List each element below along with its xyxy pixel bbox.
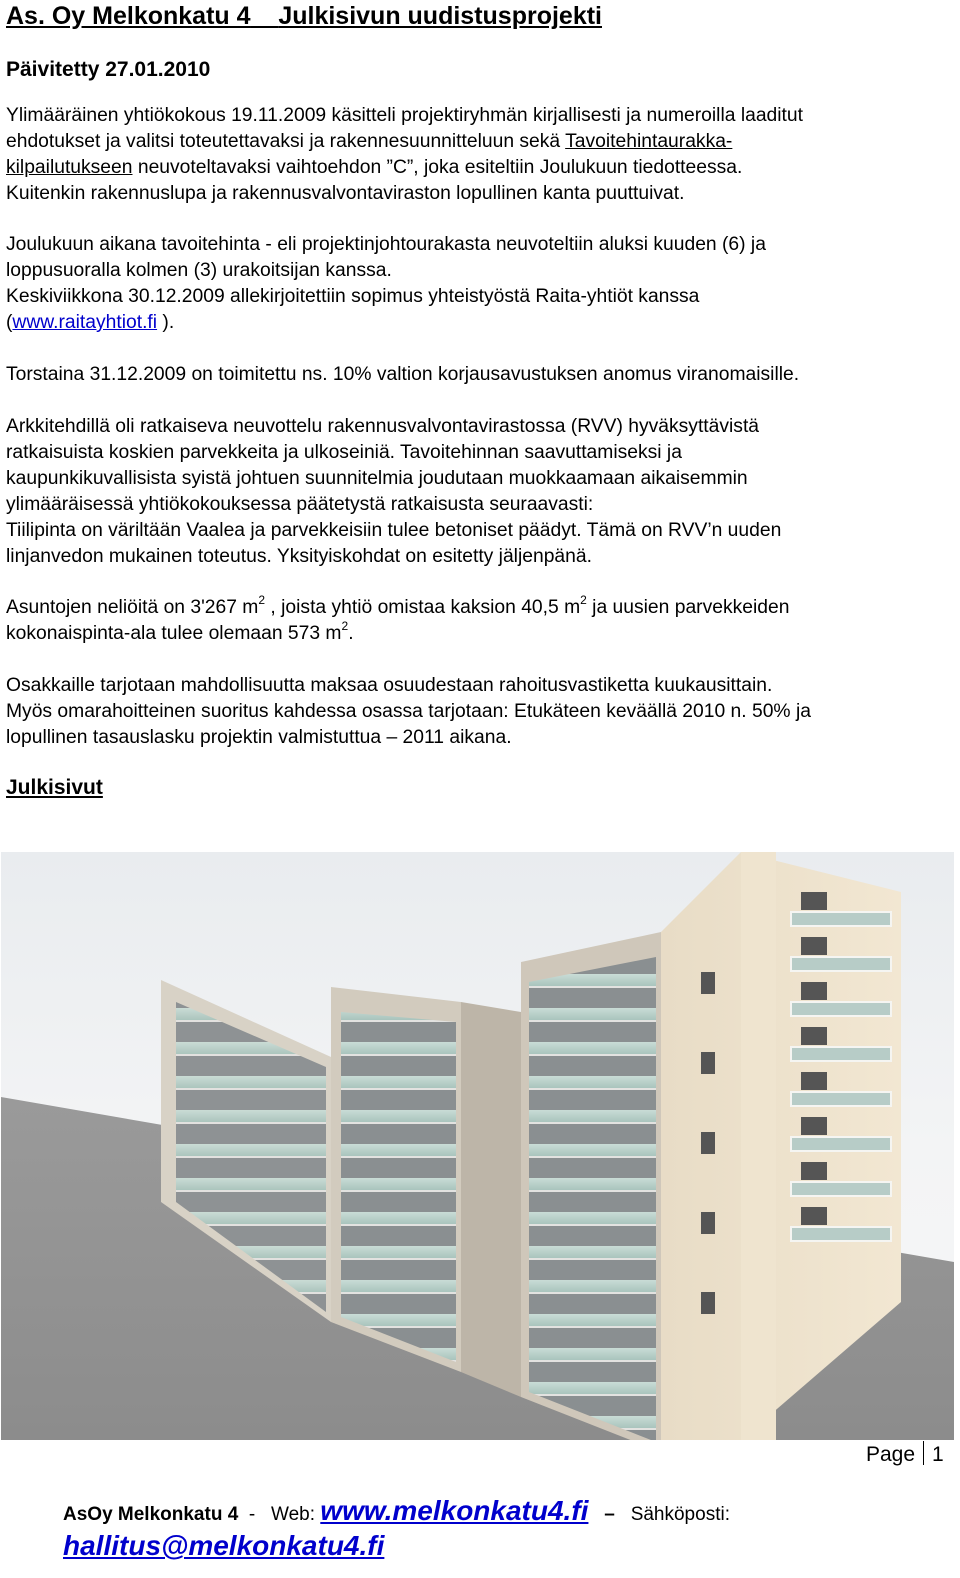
text-span: ). (157, 312, 175, 333)
page-separator (923, 1441, 924, 1465)
text-line: Keskiviikkona 30.12.2009 allekirjoitettiin sopimus yhteistyöstä Raita-yhtiöt kanssa (6, 286, 700, 307)
footer-web-label: Web: (271, 1504, 321, 1525)
footer-dash: - (238, 1504, 272, 1525)
website-link[interactable]: www.melkonkatu4.fi (320, 1495, 589, 1526)
text-line: Myös omarahoitteinen suoritus kahdessa osassa tarjotaan: Etukäteen keväällä 2010 n. 50% ja (6, 701, 811, 722)
page-number (866, 1441, 944, 1467)
tavoitehinta-link-cont[interactable]: kilpailutukseen (6, 157, 133, 178)
text-span: ja uusien parvekkeiden (586, 597, 790, 618)
footer-email-label: Sähköposti: (630, 1504, 730, 1525)
text-line: Joulukuun aikana tavoitehinta - eli projektinjohtourakasta neuvoteltiin aluksi kuuden (6) ja (6, 234, 766, 255)
raitayhtiot-link[interactable]: www.raitayhtiot.fi (12, 312, 158, 333)
page-number-value: 1 (932, 1443, 944, 1466)
text-line: Torstaina 31.12.2009 on toimitettu ns. 10% valtion korjausavustuksen anomus viranomaisille. (6, 364, 800, 385)
paragraph-financing (6, 673, 951, 751)
paragraph-meeting (6, 103, 951, 207)
text-line (6, 310, 951, 336)
text-line: Arkkitehdillä oli ratkaiseva neuvottelu rakennusvalvontavirastossa (RVV) hyväksyttävistä (6, 416, 760, 437)
text-span: , joista yhtiö omistaa kaksion 40,5 m (265, 597, 581, 618)
text-line: Osakkaille tarjotaan mahdollisuutta maksaa osuudestaan rahoitusvastiketta kuukausittain. (6, 675, 773, 696)
section-heading: Julkisivut (6, 776, 103, 799)
text-line (6, 129, 951, 155)
project-name: Julkisivun uudistusprojekti (278, 2, 602, 30)
text-line: loppusuoralla kolmen (3) urakoitsijan kanssa. (6, 260, 392, 281)
building-render-image (1, 852, 954, 1440)
footer-company: AsOy Melkonkatu 4 (63, 1504, 239, 1525)
text-line: lopullinen tasauslasku projektin valmistuttua – 2011 aikana. (6, 727, 512, 748)
text-line (6, 621, 951, 647)
text-span: Asuntojen neliöitä on 3'267 m (6, 597, 259, 618)
building-render-svg (1, 852, 954, 1440)
company-name: As. Oy Melkonkatu 4 (6, 2, 251, 30)
text-line (6, 155, 951, 181)
text-line: Kuitenkin rakennuslupa ja rakennusvalvontaviraston lopullinen kanta puuttuivat. (6, 183, 685, 204)
text-span: kokonaispinta-ala tulee olemaan 573 m (6, 623, 342, 644)
paragraph-subsidy (6, 362, 951, 388)
text-span: ehdotukset ja valitsi toteutettavaksi ja rakennesuunnitteluun sekä (6, 131, 566, 152)
superscript: 2 (341, 619, 349, 633)
paragraph-contract (6, 232, 951, 336)
text-line: kaupunkikuvallisista syistä johtuen suunnitelmia joudutaan muokkaamaan aikaisemmin (6, 468, 748, 489)
footer-line (63, 1495, 730, 1527)
text-line: ylimääräisessä yhtiökokouksessa päätetystä ratkaisusta seuraavasti: (6, 494, 594, 515)
text-line: linjanvedon mukainen toteutus. Yksityiskohdat on esitetty jäljenpänä. (6, 546, 592, 567)
text-line: ratkaisuista koskien parvekkeita ja ulkoseiniä. Tavoitehinnan saavuttamiseksi ja (6, 442, 682, 463)
email-link[interactable]: hallitus@melkonkatu4.fi (63, 1530, 385, 1561)
superscript: 2 (580, 593, 587, 607)
tavoitehinta-link[interactable]: Tavoitehintaurakka- (565, 131, 733, 152)
text-span: ( (6, 312, 13, 333)
text-span: neuvoteltavaksi vaihtoehdon ”C”, joka esiteltiin Joulukuun tiedotteessa. (132, 157, 743, 178)
footer-dash: – (588, 1504, 631, 1525)
text-line: Tiilipinta on väriltään Vaalea ja parvekkeisiin tulee betoniset päädyt. Tämä on RVV’n uuden (6, 520, 782, 541)
page-label: Page (866, 1443, 916, 1466)
text-span: . (348, 623, 354, 644)
document-title (6, 2, 602, 31)
text-line: Ylimääräinen yhtiökokous 19.11.2009 käsitteli projektiryhmän kirjallisesti ja numeroilla laaditut (6, 105, 803, 126)
superscript: 2 (258, 593, 266, 607)
paragraph-areas (6, 595, 951, 647)
updated-date: Päivitetty 27.01.2010 (6, 58, 211, 81)
paragraph-architect (6, 414, 951, 570)
text-line (6, 595, 951, 621)
